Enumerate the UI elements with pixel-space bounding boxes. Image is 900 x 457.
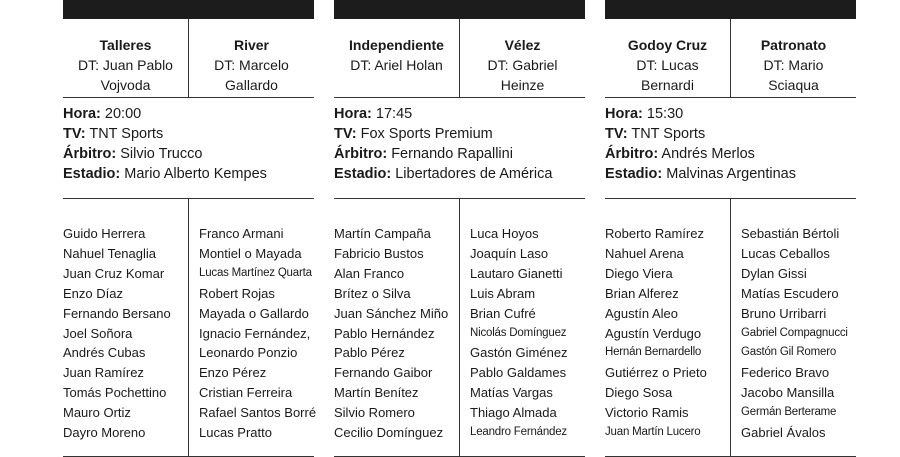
player: Luca Hoyos [470,226,539,241]
kickoff-time: Hora: 15:30 [605,106,684,122]
tv-channel: TV: Fox Sports Premium [334,126,493,142]
home-team-name: Talleres [99,37,152,53]
player: Enzo Díaz [63,285,123,301]
away-lineup [199,224,317,443]
home-lineup [334,224,458,443]
player: Gastón Gil Romero [741,346,837,359]
player: Juan Martín Lucero [605,426,701,439]
match-card-talleres-river [63,0,317,457]
referee: Árbitro: Silvio Trucco [63,146,203,162]
player: Andrés Cubas [63,345,146,361]
player: Leonardo Ponzio [199,345,298,361]
player: Gutiérrez o Prieto [605,365,707,381]
player: Montiel o Mayada [199,245,302,261]
player: Agustín Verdugo [605,325,702,341]
player: Diego Sosa [605,385,673,401]
stadium: Estadio: Libertadores de América [334,166,553,182]
referee: Árbitro: Andrés Merlos [605,146,755,162]
player: Germán Berterame [741,406,837,419]
player: Roberto Ramírez [605,226,704,241]
away-team-coach: DT: Gabriel Heinze [487,57,558,93]
referee: Árbitro: Fernando Rapallini [334,146,513,162]
player: Juan Ramírez [63,365,144,381]
player: Joel Soñora [63,325,133,341]
player: Leandro Fernández [470,426,567,439]
match-card-godoy-cruz-patronato [605,0,856,457]
player: Martín Benítez [334,385,419,401]
player: Rafael Santos Borré [199,405,317,421]
player: Agustín Aleo [605,305,678,321]
player: Cecilio Domínguez [334,425,444,441]
kickoff-time: Hora: 20:00 [63,106,142,122]
tv-channel: TV: TNT Sports [605,126,706,142]
player: Nahuel Arena [605,245,684,261]
player: Joaquín Laso [470,245,549,261]
player: Dayro Moreno [63,425,146,441]
player: Matías Vargas [470,385,553,401]
player: Nicolás Domínguez [470,326,567,339]
player: Victorio Ramis [605,405,689,421]
away-lineup [470,224,585,443]
player: Matías Escudero [741,285,839,301]
home-lineup [63,224,187,443]
player: Guido Herrera [63,226,146,241]
player: Thiago Almada [470,405,557,421]
away-lineup [741,224,856,443]
home-team-coach: DT: Lucas Bernardi [636,57,699,93]
match-info [63,104,314,184]
teams-header [605,19,856,98]
player: Federico Bravo [741,365,830,381]
player: Martín Campaña [334,226,431,241]
player: Tomás Pochettino [63,385,167,401]
away-team-name: River [233,37,270,53]
header-bar [334,0,585,19]
player: Pablo Pérez [334,345,405,361]
player: Hernán Bernardello [605,346,702,359]
lineup-divider [188,198,189,456]
player: Mauro Ortiz [63,405,131,421]
player: Luis Abram [470,285,536,301]
player: Alan Franco [334,265,405,281]
home-team [334,19,459,97]
match-info [334,104,585,184]
player: Cristian Ferreira [199,385,293,401]
header-bar [605,0,856,19]
match-card-independiente-velez [334,0,585,457]
header-bar [63,0,314,19]
player: Silvio Romero [334,405,415,421]
lineup-divider [459,198,460,456]
player: Lautaro Gianetti [470,265,563,281]
player: Gabriel Ávalos [741,425,826,441]
away-team [731,19,856,97]
player: Lucas Martínez Quarta [199,266,312,279]
player: Sebastián Bértoli [741,226,840,241]
away-team-name: Patronato [760,37,827,53]
player: Mayada o Gallardo [199,305,309,321]
player: Enzo Pérez [199,365,267,381]
home-team-coach: DT: Juan Pablo Vojvoda [78,57,173,93]
player: Juan Cruz Komar [63,265,165,281]
player: Juan Sánchez Miño [334,305,449,321]
player: Fabricio Bustos [334,245,424,261]
player: Dylan Gissi [741,265,807,281]
player: Franco Armani [199,226,284,241]
stadium: Estadio: Malvinas Argentinas [605,166,796,182]
home-team-name: Independiente [349,37,444,53]
player: Lucas Pratto [199,425,272,441]
away-team-name: Vélez [504,37,541,53]
lineup-divider [730,198,731,456]
player: Robert Rojas [199,285,275,301]
match-info [605,104,856,184]
tv-channel: TV: TNT Sports [63,126,164,142]
player: Brítez o Silva [334,285,411,301]
home-team [63,19,188,97]
player: Fernando Gaibor [334,365,433,381]
player: Diego Viera [605,265,673,281]
away-team [460,19,585,97]
home-team-coach: DT: Ariel Holan [350,57,443,73]
player: Pablo Hernández [334,325,435,341]
away-team-coach: DT: Marcelo Gallardo [214,57,289,93]
kickoff-time: Hora: 17:45 [334,106,413,122]
player: Ignacio Fernández, [199,325,311,341]
player: Brian Alferez [605,285,679,301]
player: Pablo Galdames [470,365,567,381]
player: Gabriel Compagnucci [741,326,848,339]
teams-header [334,19,585,98]
player: Brian Cufré [470,305,536,321]
player: Gastón Giménez [470,345,568,361]
player: Fernando Bersano [63,305,171,321]
away-team-coach: DT: Mario Sciaqua [763,57,824,93]
player: Nahuel Tenaglia [63,245,156,261]
teams-header [63,19,314,98]
away-team [189,19,314,97]
player: Lucas Ceballos [741,245,830,261]
home-team [605,19,730,97]
home-team-name: Godoy Cruz [627,37,708,53]
home-lineup [605,224,729,443]
player: Jacobo Mansilla [741,385,835,401]
player: Bruno Urribarri [741,305,827,321]
stadium: Estadio: Mario Alberto Kempes [63,166,267,182]
